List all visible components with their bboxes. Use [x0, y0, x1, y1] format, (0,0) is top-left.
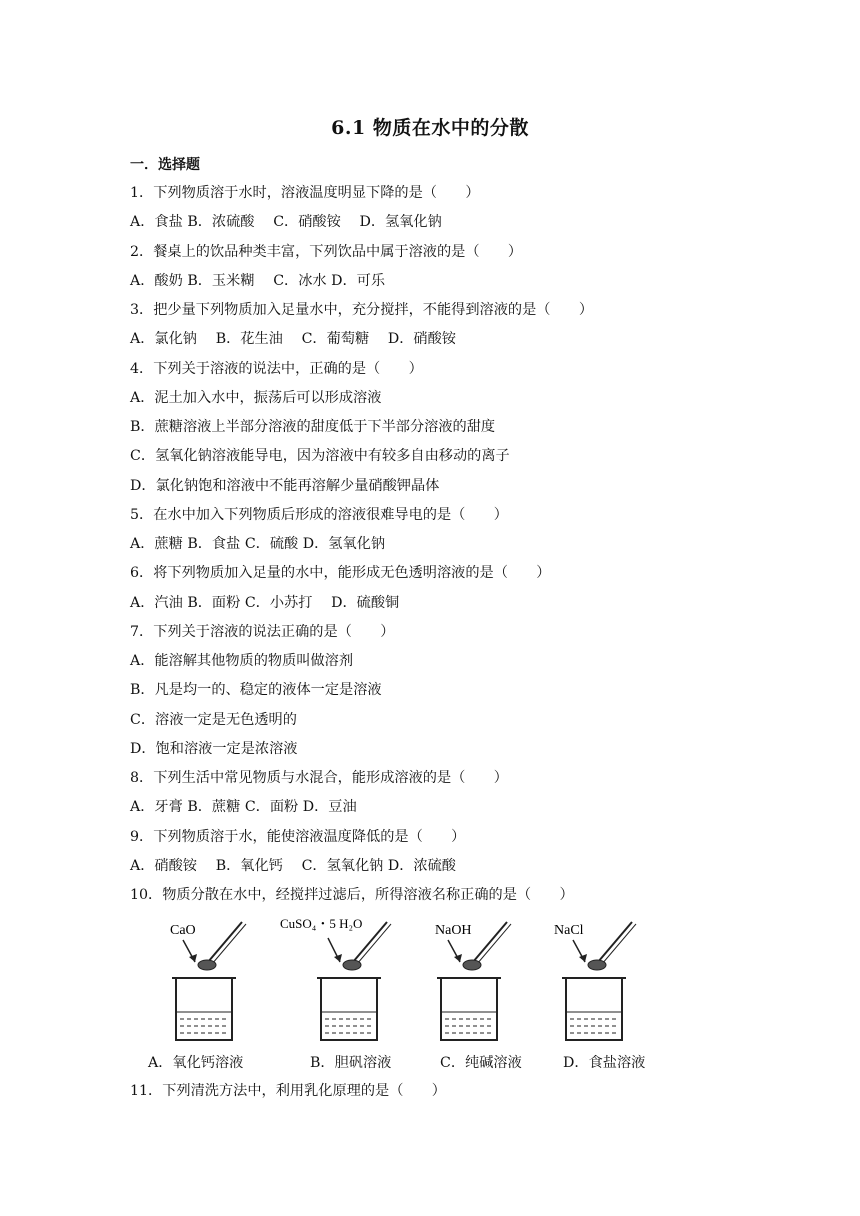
- question-line: A．蔗糖 B．食盐 C．硫酸 D．氢氧化钠: [130, 536, 386, 552]
- question-line: A．酸奶 B．玉米糊 C．冰水 D．可乐: [130, 272, 386, 289]
- question-line: A．食盐 B．浓硫酸 C．硝酸铵 D．氢氧化钠: [130, 214, 442, 231]
- question-line: D．饱和溶液一定是浓溶液: [130, 740, 298, 757]
- question-line: A．硝酸铵 B．氧化钙 C．氢氧化钠 D．浓硫酸: [130, 857, 456, 874]
- question-line: A．能溶解其他物质的物质叫做溶剂: [130, 653, 354, 669]
- question-line: 11．下列清洗方法中，利用乳化原理的是（ ）: [130, 1083, 446, 1099]
- question-line: 5．在水中加入下列物质后形成的溶液很难导电的是（ ）: [130, 506, 508, 523]
- question-line: 10．物质分散在水中，经搅拌过滤后，所得溶液名称正确的是（ ）: [130, 887, 574, 903]
- spoon-icon: [198, 922, 246, 970]
- beaker-icon: [317, 978, 381, 1040]
- beaker-group-a: [170, 922, 246, 1040]
- question-line: C．氢氧化钠溶液能导电，因为溶液中有较多自由移动的离子: [130, 448, 510, 465]
- spoon-icon: [588, 922, 636, 970]
- arrow-icon: [328, 938, 342, 962]
- question-line: B．凡是均一的、稳定的液体一定是溶液: [130, 682, 382, 699]
- question-line: 3．把少量下列物质加入足量水中，充分搅拌，不能得到溶液的是（ ）: [130, 302, 594, 318]
- figure-label-b: CuSO₄・5 H₂O: [280, 916, 363, 931]
- question-line: 4．下列关于溶液的说法中，正确的是（ ）: [130, 360, 423, 377]
- figure-label-d: NaCl: [554, 923, 584, 938]
- section-heading: 一．选择题: [130, 157, 200, 173]
- question-line: A．牙膏 B．蔗糖 C．面粉 D．豆油: [130, 799, 357, 816]
- beaker-icon: [562, 978, 626, 1040]
- figure-caption-c: C．纯碱溶液: [440, 1055, 522, 1071]
- beaker-figure: [140, 910, 720, 1050]
- question-line: D．氯化钠饱和溶液中不能再溶解少量硝酸钾晶体: [130, 477, 440, 494]
- arrow-icon: [573, 940, 587, 962]
- question-line: 6．将下列物质加入足量的水中，能形成无色透明溶液的是（ ）: [130, 565, 551, 582]
- figure-caption-d: D．食盐溶液: [563, 1055, 646, 1071]
- figure-label-a: CaO: [170, 923, 196, 938]
- question-line: A．氯化钠 B．花生油 C．葡萄糖 D．硝酸铵: [130, 331, 456, 348]
- beaker-group-c: [435, 922, 511, 1040]
- question-line: 2．餐桌上的饮品种类丰富，下列饮品中属于溶液的是（ ）: [130, 243, 523, 260]
- beaker-icon: [437, 978, 501, 1040]
- question-line: 8．下列生活中常见物质与水混合，能形成溶液的是（ ）: [130, 770, 508, 786]
- beaker-group-d: [554, 922, 636, 1040]
- figure-caption-b: B．胆矾溶液: [310, 1055, 392, 1071]
- beaker-group-b: [280, 916, 391, 1040]
- page-title: 6.1 物质在水中的分散: [331, 117, 529, 139]
- arrow-icon: [183, 940, 197, 962]
- question-line: 7．下列关于溶液的说法正确的是（ ）: [130, 623, 395, 640]
- figure-label-c: NaOH: [435, 923, 472, 938]
- figure-caption-a: A．氧化钙溶液: [148, 1055, 244, 1071]
- question-line: A．汽油 B．面粉 C．小苏打 D．硫酸铜: [130, 594, 400, 611]
- question-line: B．蔗糖溶液上半部分溶液的甜度低于下半部分溶液的甜度: [130, 419, 496, 435]
- question-line: 9．下列物质溶于水，能使溶液温度降低的是（ ）: [130, 828, 466, 845]
- question-line: 1．下列物质溶于水时，溶液温度明显下降的是（ ）: [130, 185, 480, 201]
- beaker-icon: [172, 978, 236, 1040]
- question-line: A．泥土加入水中，振荡后可以形成溶液: [130, 389, 382, 406]
- question-line: C．溶液一定是无色透明的: [130, 711, 297, 728]
- arrow-icon: [448, 940, 462, 962]
